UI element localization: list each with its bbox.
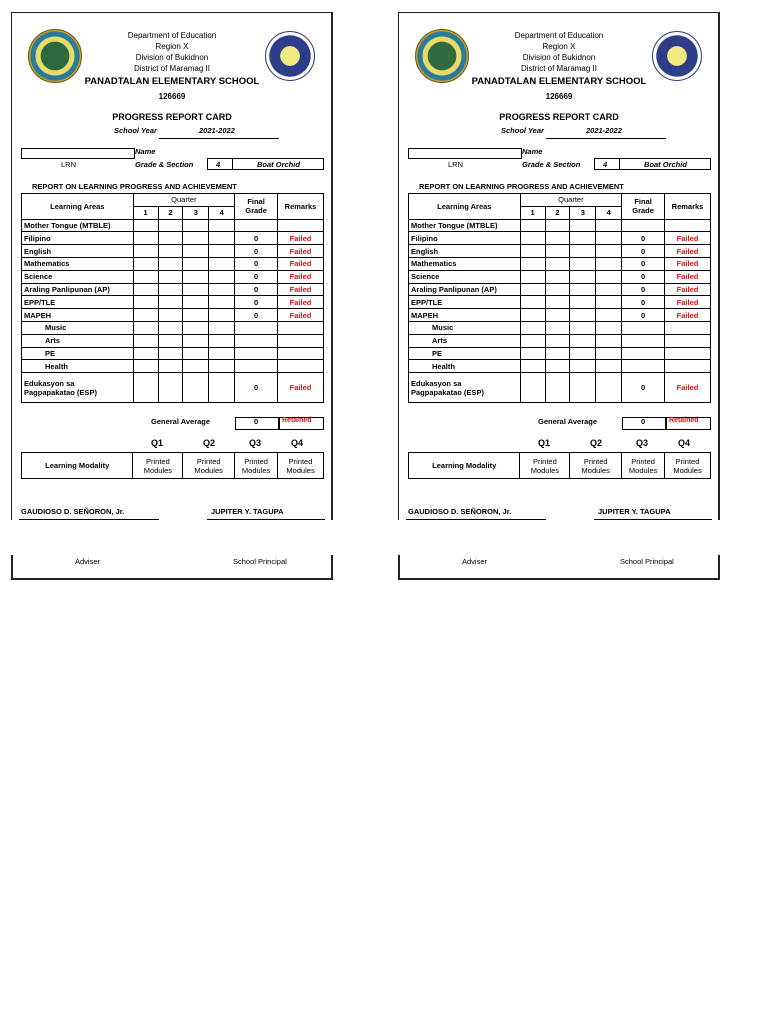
grade-q3 xyxy=(183,309,209,322)
grade-q2 xyxy=(158,296,183,309)
subject-name: Mother Tongue (MTBLE) xyxy=(22,219,134,232)
grade-q3 xyxy=(183,245,209,258)
final-grade: 0 xyxy=(622,283,665,296)
mapeh-sub-row xyxy=(22,321,324,334)
subject-row xyxy=(22,245,324,258)
col-learning-areas: Learning Areas xyxy=(22,194,134,220)
subject-name: Science xyxy=(409,270,521,283)
school-name: PANADTALAN ELEMENTARY SCHOOL xyxy=(84,76,260,87)
mapeh-sub-name: Arts xyxy=(409,334,521,347)
mapeh-sub-name: Health xyxy=(22,360,134,373)
mapeh-sub-name: PE xyxy=(22,347,134,360)
general-average-label: General Average xyxy=(538,417,598,426)
grade-q2 xyxy=(545,309,570,322)
col-q2: 2 xyxy=(545,206,570,219)
remarks: Failed xyxy=(278,296,324,309)
district: District of Maramag II xyxy=(520,64,597,73)
final-grade: 0 xyxy=(622,232,665,245)
col-q2: 2 xyxy=(158,206,183,219)
subject-name: Araling Panlipunan (AP) xyxy=(22,283,134,296)
grade-q4 xyxy=(209,296,235,309)
remarks xyxy=(278,219,324,232)
col-q1: 1 xyxy=(520,206,545,219)
quarter-label: Q1 xyxy=(538,438,551,448)
final-grade: 0 xyxy=(622,309,665,322)
subject-row xyxy=(409,257,711,270)
dept-name: Department of Education xyxy=(127,31,217,40)
grade-q3 xyxy=(183,296,209,309)
modality-q2: Printed Modules xyxy=(183,453,235,479)
school-id: 126669 xyxy=(158,92,186,101)
remarks: Failed xyxy=(665,270,711,283)
grade-q4 xyxy=(209,245,235,258)
remarks: Failed xyxy=(665,296,711,309)
col-final-grade: Final Grade xyxy=(235,194,278,220)
subject-name: Mathematics xyxy=(409,257,521,270)
region: Region X xyxy=(155,42,189,51)
grade-q1 xyxy=(133,245,158,258)
grade-q2 xyxy=(158,232,183,245)
mapeh-sub-row xyxy=(409,347,711,360)
modality-q4: Printed Modules xyxy=(278,453,324,479)
mapeh-sub-row xyxy=(22,334,324,347)
subject-name-esp: Edukasyon sa Pagpapakatao (ESP) xyxy=(22,373,134,403)
principal-name: JUPITER Y. TAGUPA xyxy=(211,507,284,516)
grade-q1 xyxy=(520,270,545,283)
grade-q2 xyxy=(545,283,570,296)
learning-modality-label: Learning Modality xyxy=(409,453,520,479)
final-grade xyxy=(622,219,665,232)
grade-q4 xyxy=(209,270,235,283)
grade-q4 xyxy=(596,257,622,270)
grade-q3 xyxy=(570,270,596,283)
grade-q1 xyxy=(133,257,158,270)
col-remarks: Remarks xyxy=(278,194,324,220)
grade-q4 xyxy=(596,245,622,258)
grade-section-label: Grade & Section xyxy=(135,160,194,169)
mapeh-sub-name: PE xyxy=(409,347,521,360)
grade-q2 xyxy=(545,245,570,258)
report-card xyxy=(11,12,333,580)
grade-q1 xyxy=(520,309,545,322)
subject-name: EPP/TLE xyxy=(22,296,134,309)
remarks: Failed xyxy=(278,373,324,403)
grade-q1 xyxy=(520,283,545,296)
final-grade: 0 xyxy=(622,257,665,270)
school-year: 2021-2022 xyxy=(199,126,235,135)
grade-q4 xyxy=(209,257,235,270)
grades-table xyxy=(21,193,324,403)
report-title: REPORT ON LEARNING PROGRESS AND ACHIEVEMENT xyxy=(419,182,624,191)
grade-q1 xyxy=(520,296,545,309)
subject-row xyxy=(22,232,324,245)
name-field xyxy=(408,148,522,159)
card-title: PROGRESS REPORT CARD xyxy=(112,112,232,122)
grade-section-label: Grade & Section xyxy=(522,160,581,169)
quarter-label: Q1 xyxy=(151,438,164,448)
general-average-value: 0 xyxy=(641,417,646,426)
final-grade: 0 xyxy=(235,373,278,403)
final-grade: 0 xyxy=(235,232,278,245)
col-learning-areas: Learning Areas xyxy=(409,194,521,220)
grade-q2 xyxy=(545,219,570,232)
general-average-remarks: Retained xyxy=(669,417,699,424)
report-title: REPORT ON LEARNING PROGRESS AND ACHIEVEMENT xyxy=(32,182,237,191)
grade-q3 xyxy=(570,309,596,322)
final-grade: 0 xyxy=(622,373,665,403)
subject-name: MAPEH xyxy=(409,309,521,322)
grade-q2 xyxy=(158,219,183,232)
mapeh-sub-row xyxy=(22,360,324,373)
grade-q4 xyxy=(596,309,622,322)
col-final-grade: Final Grade xyxy=(622,194,665,220)
col-remarks: Remarks xyxy=(665,194,711,220)
final-grade: 0 xyxy=(235,257,278,270)
remarks: Failed xyxy=(665,373,711,403)
grade-q2 xyxy=(158,245,183,258)
subject-row xyxy=(22,219,324,232)
general-average-label: General Average xyxy=(151,417,211,426)
section: Boat Orchid xyxy=(257,160,300,169)
subject-name: English xyxy=(409,245,521,258)
adviser-role: Adviser xyxy=(75,557,101,566)
grade-q4 xyxy=(596,296,622,309)
subject-row xyxy=(409,283,711,296)
grade-q1 xyxy=(133,309,158,322)
grade-q2 xyxy=(158,283,183,296)
grade-q2 xyxy=(545,232,570,245)
mapeh-sub-row xyxy=(409,334,711,347)
grade-q3 xyxy=(570,283,596,296)
grade-q3 xyxy=(183,257,209,270)
grade-q2 xyxy=(545,296,570,309)
subject-row xyxy=(409,245,711,258)
principal-role: School Principal xyxy=(620,557,674,566)
remarks xyxy=(665,219,711,232)
grade: 4 xyxy=(603,160,608,169)
subject-row xyxy=(22,283,324,296)
col-q1: 1 xyxy=(133,206,158,219)
school-year-label: School Year xyxy=(114,126,157,135)
subject-name: Filipino xyxy=(409,232,521,245)
subject-row xyxy=(22,296,324,309)
adviser-name: GAUDIOSO D. SEÑORON, Jr. xyxy=(21,507,125,516)
remarks: Failed xyxy=(665,232,711,245)
quarter-label: Q3 xyxy=(636,438,649,448)
subject-row xyxy=(22,309,324,322)
grades-table xyxy=(408,193,711,403)
name-label: Name xyxy=(522,147,543,156)
col-quarter: Quarter xyxy=(520,194,622,207)
principal-name: JUPITER Y. TAGUPA xyxy=(598,507,671,516)
grade-q4 xyxy=(596,219,622,232)
mapeh-sub-row xyxy=(409,321,711,334)
grade-q4 xyxy=(596,232,622,245)
final-grade: 0 xyxy=(235,309,278,322)
school-year: 2021-2022 xyxy=(586,126,622,135)
grade-q2 xyxy=(158,257,183,270)
grade-q1 xyxy=(520,232,545,245)
subject-row xyxy=(409,309,711,322)
subject-name: EPP/TLE xyxy=(409,296,521,309)
subject-name: English xyxy=(22,245,134,258)
report-card xyxy=(398,12,720,580)
final-grade: 0 xyxy=(235,296,278,309)
division: Division of Bukidnon xyxy=(522,53,596,62)
final-grade xyxy=(235,219,278,232)
grade-q3 xyxy=(183,270,209,283)
mapeh-sub-row xyxy=(22,347,324,360)
remarks: Failed xyxy=(278,245,324,258)
quarter-label: Q3 xyxy=(249,438,262,448)
remarks: Failed xyxy=(665,245,711,258)
col-q4: 4 xyxy=(596,206,622,219)
col-q3: 3 xyxy=(183,206,209,219)
card-title: PROGRESS REPORT CARD xyxy=(499,112,619,122)
grade-q2 xyxy=(158,270,183,283)
remarks: Failed xyxy=(278,257,324,270)
subject-name: Mathematics xyxy=(22,257,134,270)
grade-q1 xyxy=(133,270,158,283)
dept-name: Department of Education xyxy=(514,31,604,40)
final-grade: 0 xyxy=(622,245,665,258)
modality-q4: Printed Modules xyxy=(665,453,711,479)
col-q4: 4 xyxy=(209,206,235,219)
division: Division of Bukidnon xyxy=(135,53,209,62)
final-grade: 0 xyxy=(622,270,665,283)
general-average-remarks: Retained xyxy=(282,417,312,424)
grade-q1 xyxy=(133,283,158,296)
final-grade: 0 xyxy=(235,270,278,283)
grade-q1 xyxy=(133,232,158,245)
modality-q2: Printed Modules xyxy=(570,453,622,479)
grade-q3 xyxy=(570,257,596,270)
modality-q1: Printed Modules xyxy=(133,453,183,479)
grade-q4 xyxy=(596,283,622,296)
grade-q3 xyxy=(570,232,596,245)
quarter-label: Q4 xyxy=(678,438,691,448)
grade-q1 xyxy=(520,257,545,270)
name-field xyxy=(21,148,135,159)
subject-row xyxy=(22,257,324,270)
mapeh-sub-name: Arts xyxy=(22,334,134,347)
name-label: Name xyxy=(135,147,156,156)
principal-role: School Principal xyxy=(233,557,287,566)
grade-q4 xyxy=(209,309,235,322)
subject-row-esp xyxy=(22,373,324,403)
mapeh-sub-name: Music xyxy=(22,321,134,334)
remarks: Failed xyxy=(278,309,324,322)
mapeh-sub-row xyxy=(409,360,711,373)
region: Region X xyxy=(542,42,576,51)
final-grade: 0 xyxy=(622,296,665,309)
mapeh-sub-name: Music xyxy=(409,321,521,334)
grade-q3 xyxy=(570,296,596,309)
grade-q1 xyxy=(133,296,158,309)
subject-name: Araling Panlipunan (AP) xyxy=(409,283,521,296)
subject-name: Science xyxy=(22,270,134,283)
grade-q4 xyxy=(209,232,235,245)
subject-name: Mother Tongue (MTBLE) xyxy=(409,219,521,232)
modality-q3: Printed Modules xyxy=(235,453,278,479)
learning-modality-table xyxy=(21,452,324,479)
subject-name: MAPEH xyxy=(22,309,134,322)
remarks: Failed xyxy=(665,283,711,296)
quarter-label: Q2 xyxy=(590,438,603,448)
subject-row xyxy=(409,219,711,232)
grade-q4 xyxy=(596,270,622,283)
subject-row-esp xyxy=(409,373,711,403)
grade-q3 xyxy=(570,219,596,232)
adviser-role: Adviser xyxy=(462,557,488,566)
subject-name-esp: Edukasyon sa Pagpapakatao (ESP) xyxy=(409,373,521,403)
school-year-label: School Year xyxy=(501,126,544,135)
final-grade: 0 xyxy=(235,283,278,296)
grade-q3 xyxy=(183,232,209,245)
remarks: Failed xyxy=(278,283,324,296)
subject-row xyxy=(409,232,711,245)
final-grade: 0 xyxy=(235,245,278,258)
modality-q1: Printed Modules xyxy=(520,453,570,479)
col-quarter: Quarter xyxy=(133,194,235,207)
remarks: Failed xyxy=(278,270,324,283)
grade-q2 xyxy=(545,270,570,283)
grade-q1 xyxy=(133,219,158,232)
subject-row xyxy=(409,296,711,309)
quarter-label: Q4 xyxy=(291,438,304,448)
remarks: Failed xyxy=(665,257,711,270)
section: Boat Orchid xyxy=(644,160,687,169)
general-average-value: 0 xyxy=(254,417,259,426)
subject-name: Filipino xyxy=(22,232,134,245)
grade-q3 xyxy=(183,219,209,232)
grade-q2 xyxy=(545,257,570,270)
grade: 4 xyxy=(216,160,221,169)
subject-row xyxy=(409,270,711,283)
grade-q3 xyxy=(570,245,596,258)
mapeh-sub-name: Health xyxy=(409,360,521,373)
grade-q3 xyxy=(183,283,209,296)
subject-row xyxy=(22,270,324,283)
learning-modality-label: Learning Modality xyxy=(22,453,133,479)
grade-q4 xyxy=(209,219,235,232)
remarks: Failed xyxy=(278,232,324,245)
grade-q2 xyxy=(158,309,183,322)
school-name: PANADTALAN ELEMENTARY SCHOOL xyxy=(471,76,647,87)
col-q3: 3 xyxy=(570,206,596,219)
grade-q1 xyxy=(520,219,545,232)
school-id: 126669 xyxy=(545,92,573,101)
remarks: Failed xyxy=(665,309,711,322)
grade-q4 xyxy=(209,283,235,296)
district: District of Maramag II xyxy=(133,64,210,73)
learning-modality-table xyxy=(408,452,711,479)
quarter-label: Q2 xyxy=(203,438,216,448)
lrn-label: LRN xyxy=(61,160,77,169)
adviser-name: GAUDIOSO D. SEÑORON, Jr. xyxy=(408,507,512,516)
grade-q1 xyxy=(520,245,545,258)
modality-q3: Printed Modules xyxy=(622,453,665,479)
lrn-label: LRN xyxy=(448,160,464,169)
